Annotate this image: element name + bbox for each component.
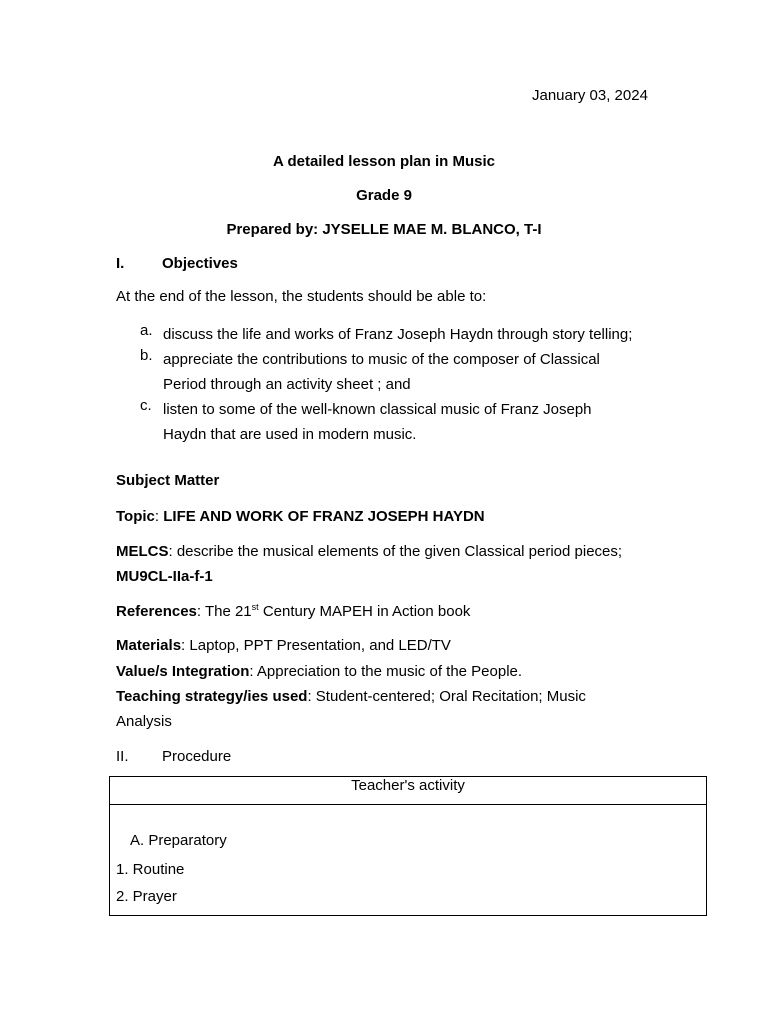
references-post: Century MAPEH in Action book bbox=[258, 603, 471, 620]
topic-value: LIFE AND WORK OF FRANZ JOSEPH HAYDN bbox=[163, 508, 485, 525]
subject-matter-heading: Subject Matter bbox=[116, 472, 220, 489]
materials-label: Materials bbox=[116, 637, 182, 654]
objectives-intro: At the end of the lesson, the students should be able to: bbox=[116, 288, 487, 305]
section-number: I. bbox=[116, 255, 125, 272]
strategy-continuation: Analysis bbox=[116, 713, 172, 730]
list-item-text: Period through an activity sheet ; and bbox=[163, 376, 411, 393]
melcs-code: MU9CL-IIa-f-1 bbox=[116, 568, 213, 585]
section-heading-procedure: Procedure bbox=[162, 748, 232, 765]
list-marker: b. bbox=[140, 347, 153, 364]
melcs-label: MELCS bbox=[116, 543, 169, 560]
values-line bbox=[116, 663, 522, 680]
values-label: Value/s Integration bbox=[116, 663, 250, 680]
table-row: 2. Prayer bbox=[116, 888, 177, 905]
section-heading-objectives: Objectives bbox=[162, 255, 238, 272]
list-item-text: appreciate the contributions to music of the composer of Classical bbox=[163, 351, 600, 368]
table-row: A. Preparatory bbox=[130, 832, 227, 849]
list-item-text: listen to some of the well-known classical music of Franz Joseph bbox=[163, 401, 592, 418]
list-marker: a. bbox=[140, 322, 153, 339]
strategy-value: : Student-centered; Oral Recitation; Music bbox=[307, 688, 586, 705]
section-number: II. bbox=[116, 748, 129, 765]
references-pre: : The 21 bbox=[196, 603, 252, 620]
document-date: January 03, 2024 bbox=[532, 87, 648, 104]
grade-level: Grade 9 bbox=[356, 187, 412, 204]
materials-line bbox=[116, 637, 451, 654]
references-line bbox=[116, 603, 470, 620]
values-value: : Appreciation to the music of the People. bbox=[249, 663, 523, 680]
strategy-line bbox=[116, 688, 586, 705]
table-row: 1. Routine bbox=[116, 861, 185, 878]
materials-value: : Laptop, PPT Presentation, and LED/TV bbox=[181, 637, 451, 654]
references-sup: st bbox=[251, 602, 259, 612]
procedure-table bbox=[109, 776, 707, 916]
strategy-label: Teaching strategy/ies used bbox=[116, 688, 308, 705]
list-item-text: discuss the life and works of Franz Joseph Haydn through story telling; bbox=[163, 326, 633, 343]
topic-line: Topic: LIFE AND WORK OF FRANZ JOSEPH HAYDN bbox=[116, 508, 485, 525]
document-title: A detailed lesson plan in Music bbox=[273, 153, 495, 170]
topic-label: Topic bbox=[116, 508, 155, 525]
melcs-line bbox=[116, 543, 622, 560]
references-label: References bbox=[116, 603, 197, 620]
table-header: Teacher's activity bbox=[110, 777, 706, 805]
melcs-value: : describe the musical elements of the given Classical period pieces; bbox=[168, 543, 623, 560]
prepared-by: Prepared by: JYSELLE MAE M. BLANCO, T-I bbox=[226, 221, 542, 238]
list-marker: c. bbox=[140, 397, 152, 414]
list-item-text: Haydn that are used in modern music. bbox=[163, 426, 417, 443]
